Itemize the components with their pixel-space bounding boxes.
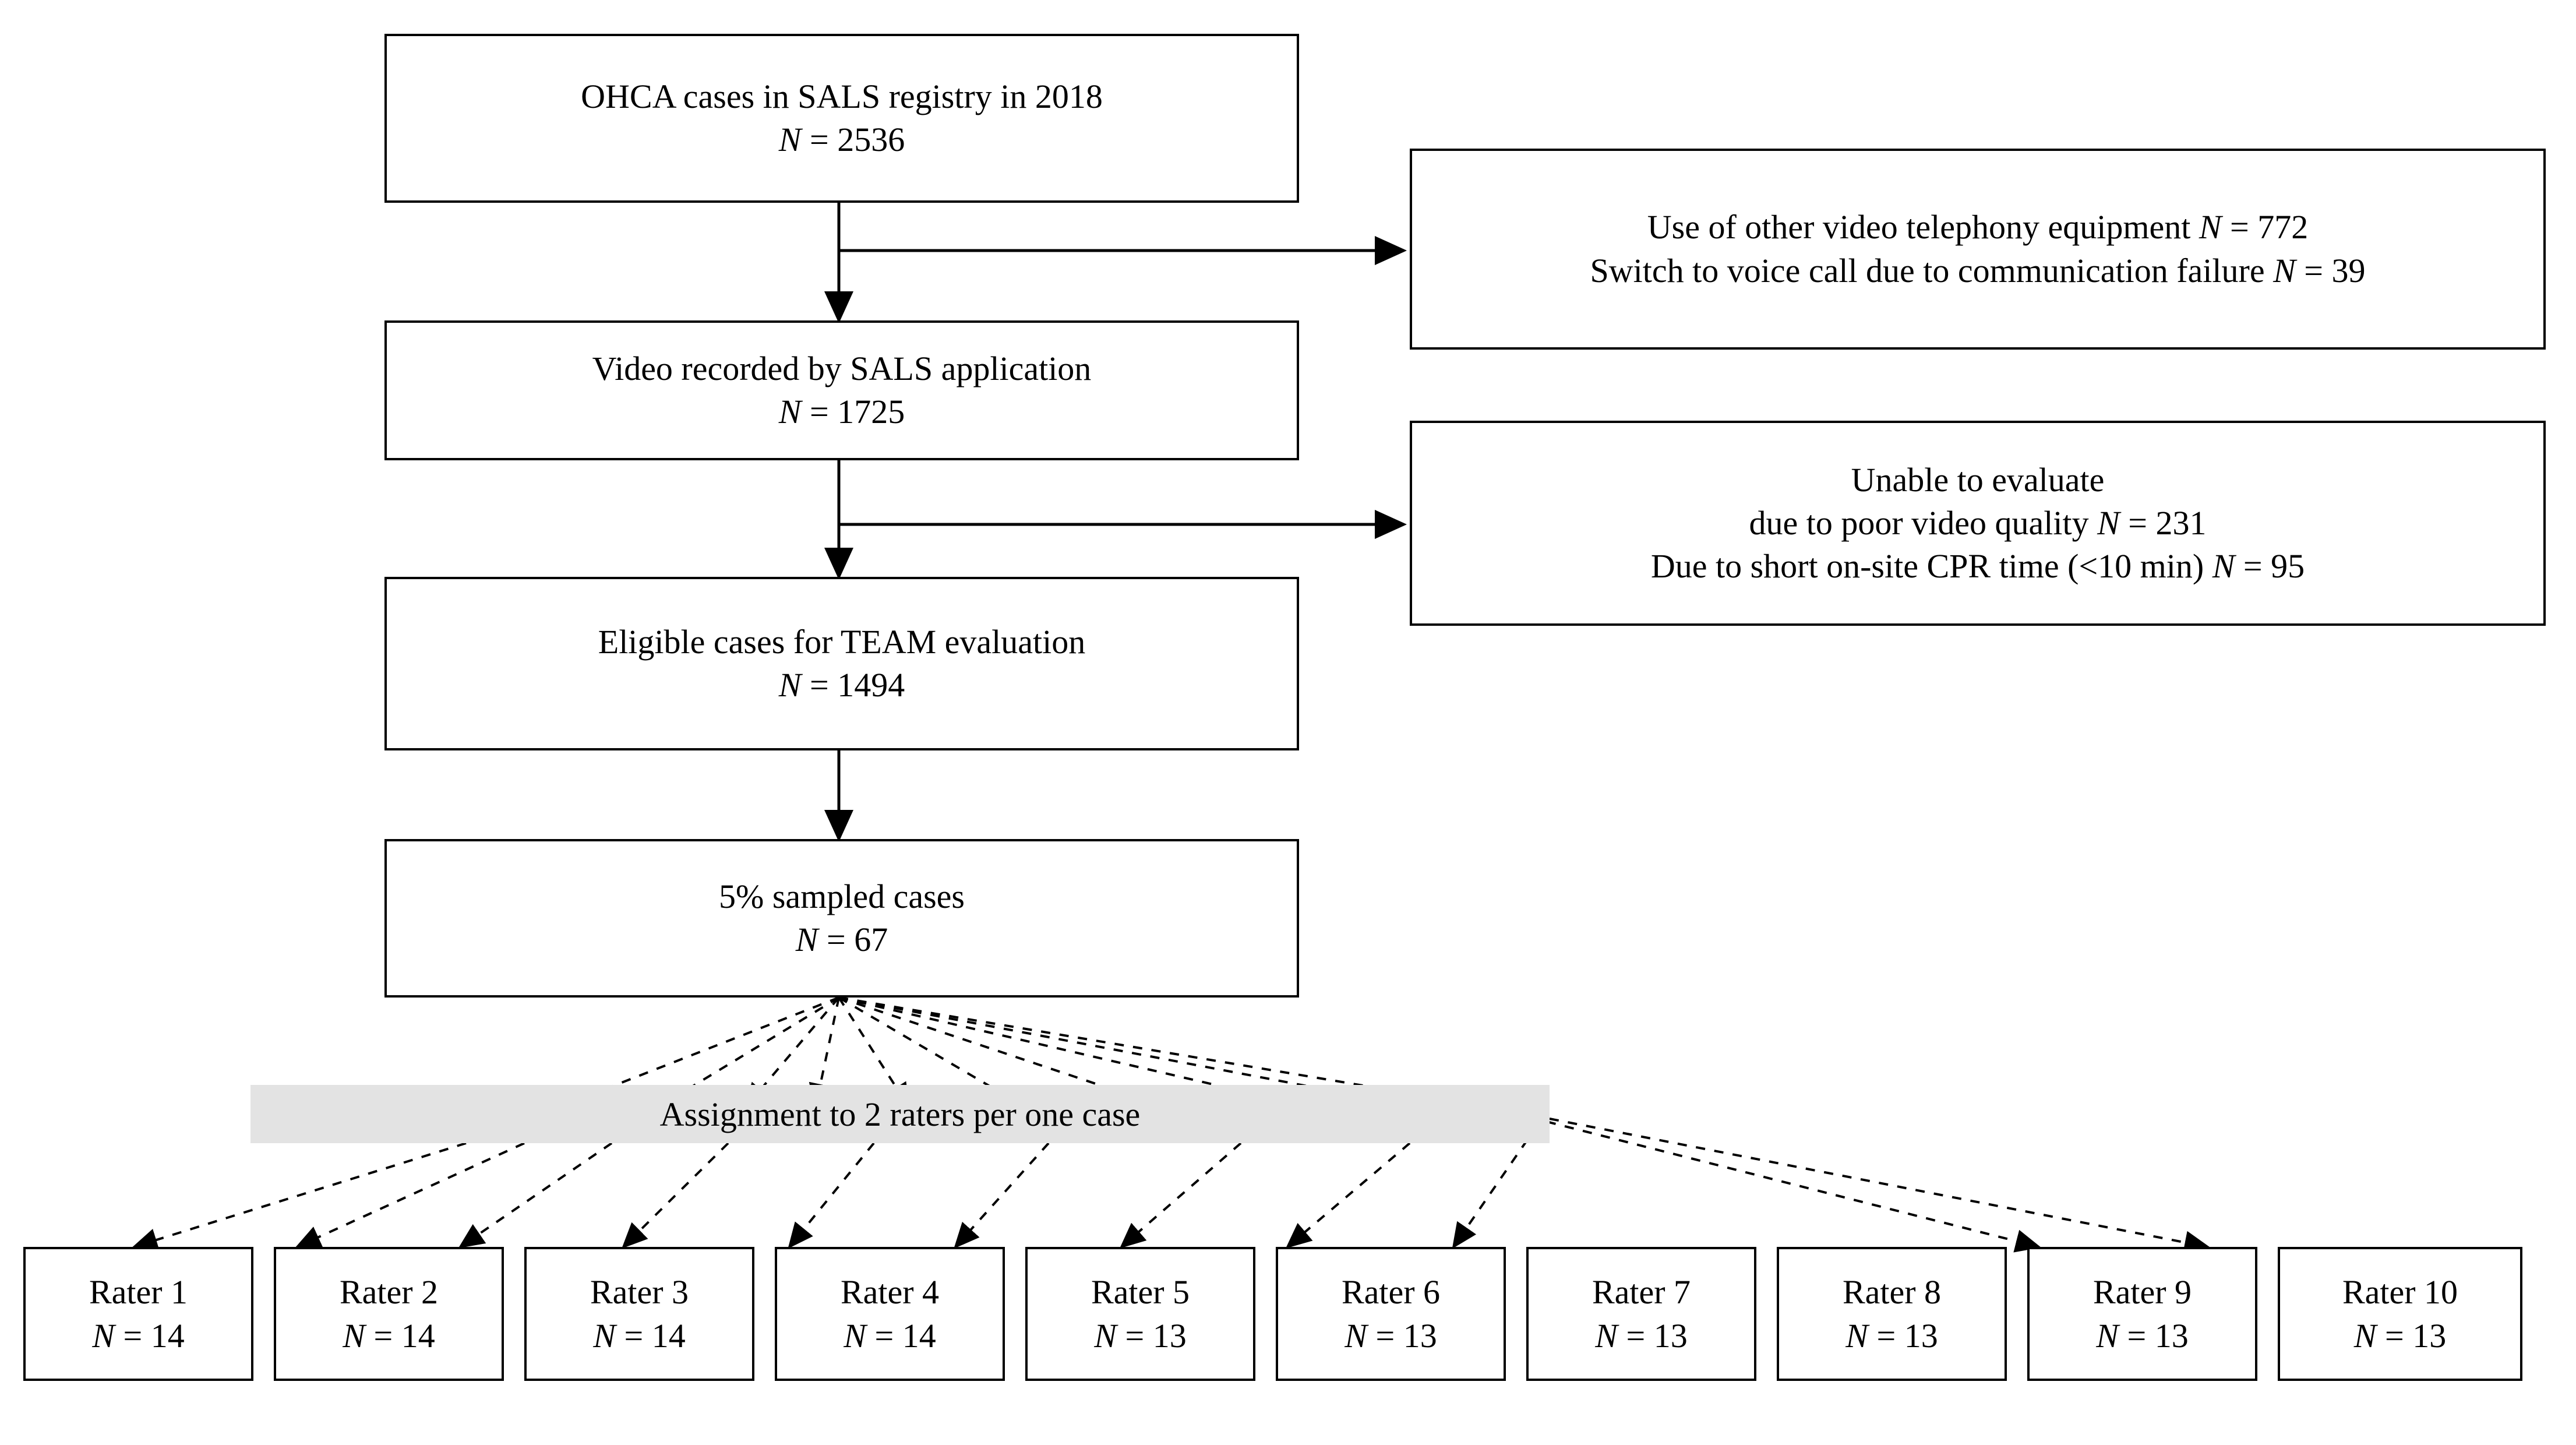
assignment-band-label: Assignment to 2 raters per one case (659, 1095, 1141, 1133)
rater-box-1 (23, 1247, 253, 1381)
video-recorded-box (384, 320, 1299, 460)
rater-box-10 (2278, 1247, 2522, 1381)
video-recorded-box-line-2: N = 1725 (778, 393, 905, 431)
sampled-cases-box-line-1: 5% sampled cases (719, 877, 965, 915)
rater-box-4-label: Rater 4 (840, 1273, 940, 1311)
video-recorded-box-line-1: Video recorded by SALS application (592, 349, 1092, 387)
rater-box-1-label: Rater 1 (89, 1273, 188, 1311)
rater-box-6-n: N = 13 (1345, 1317, 1437, 1355)
eligible-cases-box-line-2: N = 1494 (778, 666, 905, 704)
rater-box-6-label: Rater 6 (1341, 1273, 1441, 1311)
rater-box-6 (1276, 1247, 1506, 1381)
rater-box-5-label: Rater 5 (1091, 1273, 1190, 1311)
rater-box-7-n: N = 13 (1595, 1317, 1688, 1355)
rater-box-10-n: N = 13 (2353, 1317, 2447, 1355)
rater-box-10-label: Rater 10 (2342, 1273, 2458, 1311)
rater-box-5-n: N = 13 (1094, 1317, 1187, 1355)
rater-box-5 (1025, 1247, 1255, 1381)
registry-box-line-1: OHCA cases in SALS registry in 2018 (581, 77, 1103, 115)
rater-box-9-label: Rater 9 (2092, 1273, 2192, 1311)
exclusion-box-2 (1410, 421, 2546, 626)
exclusion-box-2-line-2: due to poor video quality N = 231 (1749, 503, 2207, 542)
exclusion-box-1-line-2: Switch to voice call due to communication failure N = 39 (1590, 251, 2366, 290)
rater-box-2-n: N = 14 (343, 1317, 435, 1355)
exclusion-box-2-line-1: Unable to evaluate (1851, 460, 2105, 499)
rater-box-7-label: Rater 7 (1592, 1273, 1691, 1311)
rater-box-2 (274, 1247, 504, 1381)
rater-box-3-label: Rater 3 (590, 1273, 689, 1311)
rater-box-8-n: N = 13 (1845, 1317, 1938, 1355)
rater-box-2-label: Rater 2 (339, 1273, 439, 1311)
assignment-band (250, 1085, 1550, 1143)
registry-box (384, 34, 1299, 203)
rater-box-3-n: N = 14 (593, 1317, 686, 1355)
rater-box-8-label: Rater 8 (1842, 1273, 1942, 1311)
rater-box-4 (775, 1247, 1005, 1381)
exclusion-box-2-line-3: Due to short on-site CPR time (<10 min) N = 95 (1650, 547, 2305, 586)
eligible-cases-box-line-1: Eligible cases for TEAM evaluation (598, 622, 1086, 661)
exclusion-box-1 (1410, 149, 2546, 350)
rater-box-7 (1526, 1247, 1756, 1381)
rater-box-9 (2027, 1247, 2257, 1381)
sampled-cases-box-line-2: N = 67 (795, 921, 888, 958)
rater-box-8 (1777, 1247, 2007, 1381)
exclusion-box-1-line-1: Use of other video telephony equipment N = 772 (1647, 208, 2309, 246)
rater-box-4-n: N = 14 (844, 1317, 936, 1355)
sampled-cases-box (384, 839, 1299, 998)
registry-box-line-2: N = 2536 (778, 121, 905, 158)
rater-box-9-n: N = 13 (2096, 1317, 2189, 1355)
rater-box-3 (524, 1247, 754, 1381)
rater-box-1-n: N = 14 (92, 1317, 185, 1355)
eligible-cases-box (384, 577, 1299, 750)
